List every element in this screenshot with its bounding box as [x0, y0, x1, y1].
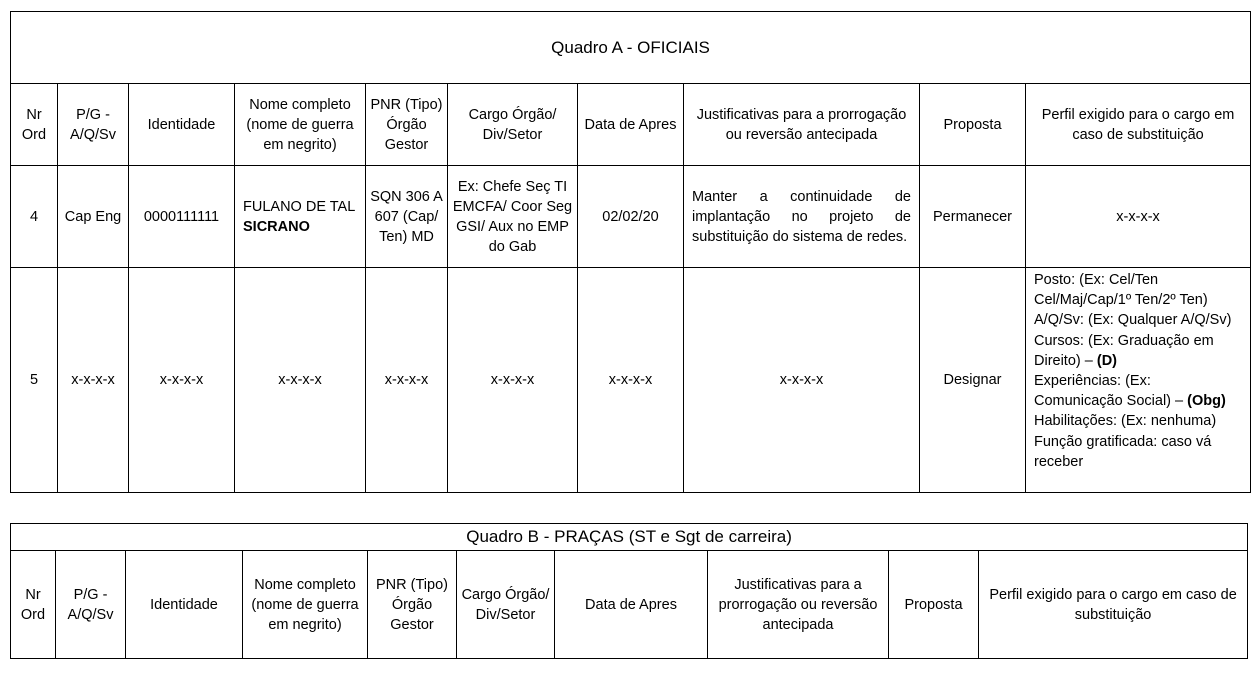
- row1-pg: Cap Eng: [58, 166, 129, 268]
- table-row: [11, 166, 1251, 268]
- header-proposta: Proposta: [920, 84, 1026, 166]
- quadro-a-table: [10, 11, 1251, 493]
- row1-cargo: Ex: Chefe Seç TI EMCFA/ Coor Seg GSI/ Aux no EMP do Gab: [448, 166, 578, 268]
- row2-proposta: Designar: [920, 268, 1026, 493]
- row2-perfil: [1026, 268, 1251, 493]
- row1-proposta: Permanecer: [920, 166, 1026, 268]
- row1-nome-guerra: SICRANO: [243, 218, 310, 235]
- header-pnr: PNR (Tipo) Órgão Gestor: [366, 84, 448, 166]
- header-data: Data de Apres: [578, 84, 684, 166]
- row2-pnr: x-x-x-x: [366, 268, 448, 493]
- row2-identidade: x-x-x-x: [129, 268, 235, 493]
- row1-justificativa: Manter a continuidade de implantação no projeto de substituição do sistema de redes.: [684, 166, 920, 268]
- row1-perfil: x-x-x-x: [1026, 166, 1251, 268]
- perfil-funcao: Função gratificada: caso vá receber: [1034, 433, 1212, 470]
- header-identidade: Identidade: [129, 84, 235, 166]
- row2-nr: 5: [11, 268, 58, 493]
- b-header-nr-ord: Nr Ord: [11, 551, 56, 659]
- row1-data: 02/02/20: [578, 166, 684, 268]
- b-header-proposta: Proposta: [889, 551, 979, 659]
- perfil-posto: Posto: (Ex: Cel/Ten Cel/Maj/Cap/1º Ten/2º Ten): [1034, 272, 1208, 309]
- header-nr-ord: Nr Ord: [11, 84, 58, 166]
- row2-pg: x-x-x-x: [58, 268, 129, 493]
- perfil-aqsv: A/Q/Sv: (Ex: Qualquer A/Q/Sv): [1034, 312, 1232, 329]
- header-nome: Nome completo (nome de guerra em negrito): [235, 84, 366, 166]
- perfil-cursos-text: Cursos: (Ex: Graduação em Direito) –: [1034, 332, 1214, 369]
- b-header-pg: P/G - A/Q/Sv: [56, 551, 126, 659]
- perfil-cursos: [1034, 331, 1242, 371]
- perfil-experiencias: [1034, 371, 1242, 411]
- b-header-cargo: Cargo Órgão/ Div/Setor: [457, 551, 555, 659]
- perfil-exp-text: Experiências: (Ex: Comunicação Social) –: [1034, 373, 1184, 410]
- b-header-perfil: Perfil exigido para o cargo em caso de substituição: [979, 551, 1248, 659]
- quadro-b-title: Quadro B - PRAÇAS (ST e Sgt de carreira): [11, 524, 1248, 551]
- b-header-data: Data de Apres: [555, 551, 708, 659]
- header-pg: P/G - A/Q/Sv: [58, 84, 129, 166]
- row2-justificativa: x-x-x-x: [684, 268, 920, 493]
- table-row: [11, 268, 1251, 493]
- b-header-justificativa: Justificativas para a prorrogação ou reversão antecipada: [708, 551, 889, 659]
- row1-nr: 4: [11, 166, 58, 268]
- perfil-exp-tag: (Obg): [1187, 393, 1226, 410]
- row2-data: x-x-x-x: [578, 268, 684, 493]
- perfil-cursos-tag: (D): [1096, 352, 1117, 369]
- row2-nome: x-x-x-x: [235, 268, 366, 493]
- row1-nome-normal: FULANO DE TAL: [243, 198, 356, 215]
- quadro-b-table: [10, 523, 1248, 659]
- header-justificativa: Justificativas para a prorrogação ou reversão antecipada: [684, 84, 920, 166]
- b-header-nome: Nome completo (nome de guerra em negrito): [243, 551, 368, 659]
- row1-identidade: 0000111111: [129, 166, 235, 268]
- row2-cargo: x-x-x-x: [448, 268, 578, 493]
- perfil-habilitacoes: Habilitações: (Ex: nenhuma): [1034, 413, 1217, 430]
- row1-nome: [235, 166, 366, 268]
- b-header-identidade: Identidade: [126, 551, 243, 659]
- row1-pnr: SQN 306 A 607 (Cap/ Ten) MD: [366, 166, 448, 268]
- header-cargo: Cargo Órgão/ Div/Setor: [448, 84, 578, 166]
- quadro-a-title: Quadro A - OFICIAIS: [11, 12, 1251, 84]
- header-perfil: Perfil exigido para o cargo em caso de substituição: [1026, 84, 1251, 166]
- b-header-pnr: PNR (Tipo) Órgão Gestor: [368, 551, 457, 659]
